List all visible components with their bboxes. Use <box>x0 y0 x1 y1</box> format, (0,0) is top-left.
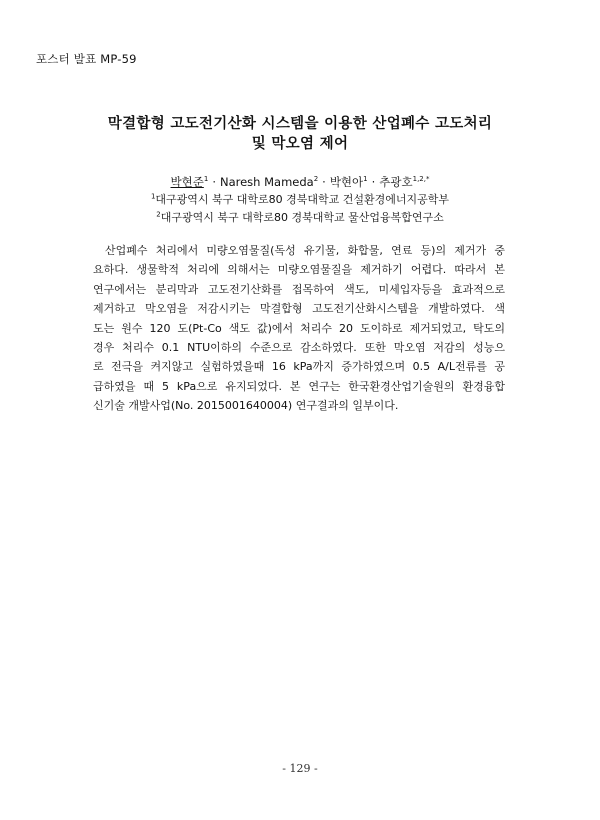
author-1-name: 박현준 <box>170 175 204 189</box>
affiliation-1-mark: 1 <box>150 192 156 201</box>
abstract-line: 제거하고 막오염을 저감시키는 막결합형 고도전기산화시스템을 개발하였다. 색 <box>93 302 505 316</box>
abstract-line: 로 전극을 켜지않고 실험하였을때 16 kPa까지 증가하였으며 0.5 A/L전류를 공 <box>93 360 505 374</box>
author-separator: · <box>212 175 216 189</box>
paper-title-line-2: 및 막오염 제어 <box>251 136 349 152</box>
affiliation-2-text: 대구광역시 북구 대학로80 경북대학교 물산업융복합연구소 <box>160 211 444 224</box>
author-2 <box>220 175 318 189</box>
affiliation-1-text: 대구광역시 북구 대학로80 경북대학교 건설환경에너지공학부 <box>155 193 450 206</box>
abstract-line: 신기술 개발사업(No. 2015001640004) 연구결과의 일부이다. <box>93 399 399 413</box>
author-2-name: Naresh Mameda <box>219 175 314 189</box>
session-code: 포스터 발표 MP-59 <box>36 52 137 66</box>
affiliation-2-mark: 2 <box>156 210 161 219</box>
author-4-name: 추광호 <box>379 175 413 189</box>
abstract-line: 도는 원수 120 도(Pt-Co 색도 값)에서 처리수 20 도이하로 제거되었고, 탁도의 <box>93 321 505 335</box>
affiliation-2 <box>40 210 560 226</box>
page-number: - 129 - <box>282 762 318 775</box>
abstract-line: 급하였을 때 5 kPa으로 유지되었다. 본 연구는 한국환경산업기술원의 환경융합 <box>93 379 505 393</box>
abstract-line: 요하다. 생물학적 처리에 의해서는 미량오염물질을 제거하기 어렵다. 따라서 본 <box>93 263 505 277</box>
author-separator: · <box>322 175 326 189</box>
author-1 <box>171 175 209 189</box>
author-separator: · <box>371 175 376 189</box>
abstract-line: 경우 처리수 0.1 NTU이하의 수준으로 감소하였다. 또한 막오염 저감의 성능으 <box>93 340 505 354</box>
abstract-line: 연구에서는 분리막과 고도전기산화를 접목하여 색도, 미세입자등을 효과적으로 <box>93 282 505 296</box>
author-list <box>40 174 560 190</box>
author-3-name: 박현아 <box>329 175 364 189</box>
author-4-affiliation-mark: 1,2,* <box>412 175 430 184</box>
affiliation-1 <box>40 192 560 208</box>
author-3 <box>330 175 368 189</box>
author-4 <box>379 175 429 189</box>
author-1-affiliation-mark: 1 <box>203 175 209 184</box>
abstract-line: 산업폐수 처리에서 미량오염물질(독성 유기물, 화합물, 연료 등)의 제거가 중 <box>105 244 505 257</box>
abstract-body <box>93 241 505 416</box>
author-3-affiliation-mark: 1 <box>363 175 368 184</box>
author-2-affiliation-mark: 2 <box>313 175 319 184</box>
paper-title-line-1: 막결합형 고도전기산화 시스템을 이용한 산업폐수 고도처리 <box>107 116 493 132</box>
